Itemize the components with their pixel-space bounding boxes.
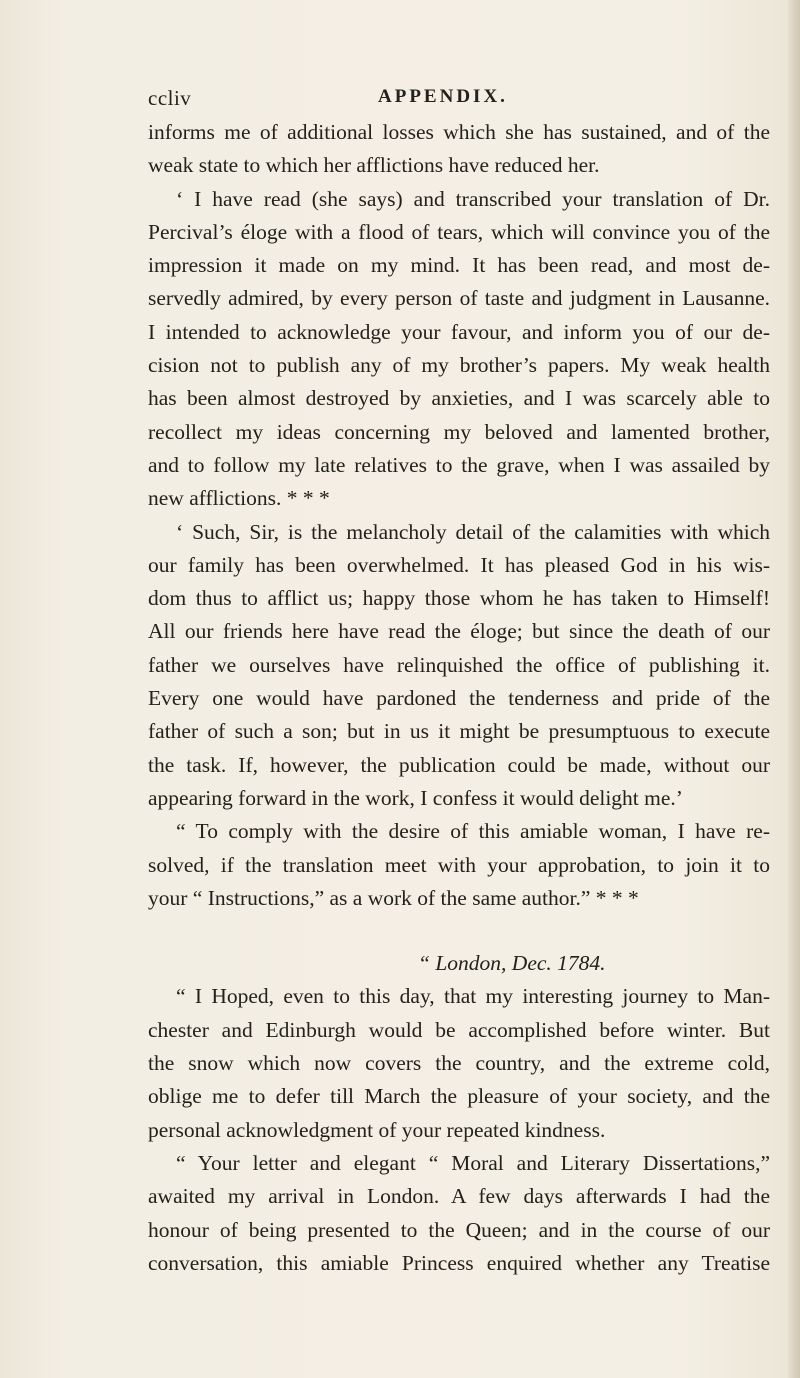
text-line: oblige me to defer till March the pleasure of your society, and the [148,1084,770,1109]
text-line: the task. If, however, the publication could be made, without our [148,752,770,777]
text-line: our family has been overwhelmed. It has pleased God in his wis- [148,552,770,577]
text-line: weak state to which her afflictions have reduced her. [148,153,600,178]
text-line: has been almost destroyed by anxieties, and I was scarcely able to [148,386,770,411]
text-line: cision not to publish any of my brother’s papers. My weak health [148,353,770,378]
text-line: All our friends here have read the éloge; but since the death of our [148,619,770,644]
page-number: cclіv [148,86,192,110]
text-line: “ I Hoped, even to this day, that my interesting journey to Man- [176,984,770,1009]
section-gap [148,915,770,947]
text-line: recollect my ideas concerning my beloved and lamented brother, [148,419,770,444]
text-line: informs me of additional losses which she has sustained, and of the [148,120,770,144]
text-line: the snow which now covers the country, and the extreme cold, [148,1051,770,1076]
page-header [148,86,748,116]
text-line: servedly admired, by every person of taste and judgment in Lausanne. [148,286,770,311]
text-line: Percival’s éloge with a flood of tears, which will convince you of the [148,219,770,244]
text-line: dom thus to afflict us; happy those whom he has taken to Himself! [148,586,770,611]
text-line: “ To comply with the desire of this amiable woman, I have re- [176,819,770,844]
text-line: awaited my arrival in London. A few days afterwards I had the [148,1184,770,1209]
text-line: ‘ I have read (she says) and transcribed your translation of Dr. [176,186,770,211]
text-line: “ Your letter and elegant “ Moral and Literary Dissertations,” [176,1150,770,1175]
text-line: appearing forward in the work, I confess it would delight me.’ [148,785,683,810]
letter-body [148,980,770,1280]
text-line: Every one would have pardoned the tenderness and pride of the [148,686,770,711]
page-edge [788,0,800,1378]
text-line: father of such a son; but in us it might be presumptuous to execute [148,719,770,744]
text-line: solved, if the translation meet with your approbation, to join it to [148,852,770,877]
text-line: chester and Edinburgh would be accomplished before winter. But [148,1017,770,1042]
text-line: and to follow my late relatives to the grave, when I was assailed by [148,452,770,477]
text-line: father we ourselves have relinquished the office of publishing it. [148,652,770,677]
running-head: APPENDIX. [378,86,508,107]
text-line: ‘ Such, Sir, is the melancholy detail of the calamities with which [176,519,770,544]
letter-extract [148,116,770,915]
dateline: “ London, Dec. 1784. [418,951,606,976]
text-line: new afflictions. * * * [148,486,330,511]
text-line: personal acknowledgment of your repeated kindness. [148,1117,606,1142]
text-line: your “ Instructions,” as a work of the same author.” * * * [148,885,639,910]
text-line: conversation, this amiable Princess enquired whether any Treatise [148,1250,770,1275]
text-line: I intended to acknowledge your favour, and inform you of our de- [148,319,770,344]
text-line: impression it made on my mind. It has been read, and most de- [148,253,770,278]
body-text [148,116,770,1280]
text-line: honour of being presented to the Queen; and in the course of our [148,1217,770,1242]
